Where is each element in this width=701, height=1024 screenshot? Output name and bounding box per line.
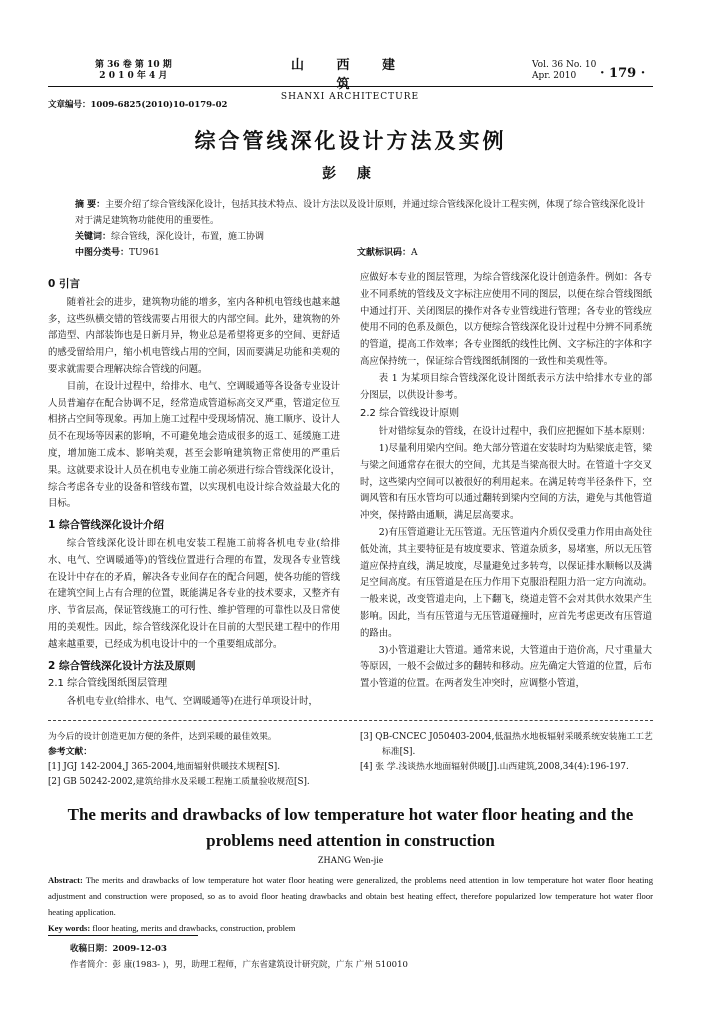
references-right <box>360 730 653 775</box>
reference-item: [4] 张 学.浅谈热水地面辐射供暖[J].山西建筑,2008,34(4):196-197. <box>360 762 629 772</box>
section-2-heading: 2 综合管线深化设计方法及原则 <box>48 659 196 672</box>
section-1-heading: 1 综合管线深化设计介绍 <box>48 519 164 532</box>
abstract-body <box>75 197 653 229</box>
reference-item: [2] GB 50242-2002,建筑给排水及采暖工程施工质量验收规范[S]. <box>48 777 310 787</box>
right-paragraph-1: 应做好本专业的图层管理，为综合管线深化设计创造条件。例如：各专业不同系统的管线及文字标注应使用不同的图层，以便在综合管线图纸中通过打开、关闭图层的操作对各专业管线进行管理；各专业的管线应使用不同的色系及颜色，以方便综合管线深化设计过程中分辨不同系统的管道，提高工作效率；各专业图纸的线性比例、文字标注的字体和字高应保持统一，保证综合管线图纸制图的一致性和美观性等。 <box>360 272 652 367</box>
footnote-rule <box>48 935 198 936</box>
body-column-left <box>48 272 340 711</box>
footnote <box>70 941 408 973</box>
section-1-paragraph-1: 综合管线深化设计即在机电安装工程施工前将各机电专业(给排水、电气、空调暖通等)的管线位置进行合理的布置，发现各专业管线在设计中存在的矛盾，解决各专业间存在的配合问题，使各功能的管线在建筑空间上占有合理的位置，既能满足各专业的技术要求，又整齐有序、节省层高，保证管线施工的可行性、维护管理的可靠性以及日常使用的美观性。因此，综合管线深化设计在目前的大型民建工程中的作用越来越重要，已经成为机电设计中的一个重要组成部分。 <box>48 537 340 650</box>
page-number: · 179 · <box>600 66 646 81</box>
english-abstract-body <box>48 872 653 920</box>
principle-1: 1)尽量利用梁内空间。绝大部分管道在安装时均为贴梁底走管，梁与梁之间通常存在很大的空间，尤其是当梁高很大时。在管道十字交叉时，这些梁内空间可以被很好的利用起来。在满足转弯半径条件下，空调风管和有压水管均可以通过翻转到梁内空间的方法，避免与其他管道冲突，保持路由通顺，满足层高要求。 <box>360 442 652 522</box>
classification-line <box>75 245 653 261</box>
english-author: ZHANG Wen-jie <box>317 856 384 866</box>
english-title: The merits and drawbacks of low temperature hot water floor heating and the problems need attention in construction <box>67 805 634 850</box>
header-rule <box>48 86 653 87</box>
right-paragraph-2: 表 1 为某项目综合管线深化设计图纸表示方法中给排水专业的部分图层，以供设计参考。 <box>360 372 652 401</box>
body-column-right <box>360 270 652 693</box>
principle-2: 2)有压管道避让无压管道。无压管道内介质仅受重力作用由高处往低处流，其主要特征是有坡度要求、管道杂质多，易堵塞，所以无压管道应保持直线，满足坡度，尽量避免过多转弯，以保证排水顺畅以及满足空间高度。有压管道是在压力作用下克服沿程阻力沿一定方向流动。一般来说，改变管道走向，上下翻飞，绕道走管不会对其供水效果产生影响。因此，当有压管道与无压管道碰撞时，应首先考虑更改有压管道的路由。 <box>360 526 652 639</box>
right-paragraph-3: 针对错综复杂的管线，在设计过程中，我们应把握如下基本原则： <box>378 426 651 438</box>
english-keywords-text: floor heating, merits and drawbacks, construction, problem <box>92 923 296 933</box>
abstract-cn <box>75 197 653 261</box>
vol-issue-cn: 第 36 卷 第 10 期 <box>95 60 172 70</box>
keywords-line <box>75 229 653 245</box>
date-cn: 2 0 1 0 年 4 月 <box>99 71 168 81</box>
keywords-text: 综合管线，深化设计，布置，施工协调 <box>111 232 265 242</box>
reference-item: [3] QB-CNCEC J050403-2004,低温热水地板辐射采暖系统安装施工工艺标准[S]. <box>360 732 653 757</box>
clc-label: 中图分类号： <box>75 248 130 258</box>
section-2-1-paragraph-1: 各机电专业(给排水、电气、空调暖通等)在进行单项设计时， <box>66 696 318 708</box>
author-bio: 作者简介：彭 康(1983- )，男，助理工程师，广东省建筑设计研究院，广东 广州 510010 <box>70 960 408 970</box>
journal-name <box>270 54 430 102</box>
article-title: 综合管线深化设计方法及实例 <box>194 129 507 153</box>
reference-item: [1] JGJ 142-2004,J 365-2004,地面辐射供暖技术规程[S]. <box>48 762 281 772</box>
journal-name-en: SHANXI ARCHITECTURE <box>280 92 420 102</box>
english-abstract-text: The merits and drawbacks of low temperature hot water floor heating were generalized, the problems need attention in low temperature hot water floor heating adjustment and construction were proposed, so as to avoid floor heating drawbacks and obtain best heating effect, therefore popularized low temperature hot water floor heating application. <box>48 875 653 917</box>
english-keywords-line <box>48 920 653 936</box>
article-id: 文章编号：1009-6825(2010)10-0179-02 <box>48 100 228 110</box>
abstract-text: 主要介绍了综合管线深化设计，包括其技术特点、设计方法以及设计原则，并通过综合管线深化设计工程实例，体现了综合管线深化设计对于满足建筑物功能使用的重要性。 <box>75 200 646 226</box>
english-keywords-label: Key words: <box>48 923 91 933</box>
references-label: 参考文献： <box>48 747 92 757</box>
keywords-label: 关键词： <box>75 232 112 242</box>
section-2-1-heading: 2.1 综合管线图纸图层管理 <box>48 678 168 690</box>
doc-code-label: 文献标识码： <box>357 248 412 258</box>
abstract-label: 摘 要： <box>75 200 106 210</box>
previous-article-tail: 为今后的设计创造更加方便的条件，达到采暖的最佳效果。 <box>48 732 277 742</box>
article-separator <box>48 720 653 721</box>
doc-code-value: A <box>411 248 418 258</box>
references-left <box>48 730 348 790</box>
doc-code <box>357 245 418 261</box>
section-0-heading: 0 引言 <box>48 278 80 290</box>
header-issue-en <box>532 60 596 82</box>
english-abstract <box>48 872 653 936</box>
journal-name-cn: 山 西 建 筑 <box>290 58 410 92</box>
article-author: 彭 康 <box>322 166 379 182</box>
english-abstract-label: Abstract: <box>48 875 83 885</box>
section-0-paragraph-1: 随着社会的进步，建筑物功能的增多，室内各种机电管线也越来越多，这些纵横交错的管线需要占用很大的内部空间。此外，建筑物的外部造型、内部装饰也是日新月异，物业总是希望将更多的空间、更舒适的感受留给用户，缩小机电管线占用的空间，因而要满足功能和美观的要求就需要合理解决综合管线的问题。 <box>48 296 340 375</box>
header-issue-cn <box>95 60 172 82</box>
section-0-paragraph-2: 目前，在设计过程中，给排水、电气、空调暖通等各设备专业设计人员普遍存在配合协调不足，经常造成管道标高交叉严重，管道定位互相挤占空间等现象。再加上施工过程中受现场情况、施工顺序、设计人员不在现场等因素的影响，不可避免地会造成很多的返工、延缓施工进度，增加施工成本、影响美观，甚至会影响建筑物正常使用的严重后果。这就要求设计人员在机电专业施工前必须进行综合管线深化设计，综合考虑各专业的设备和管线布置，以实现机电设计综合效益最大化的目标。 <box>48 380 340 510</box>
clc-code: TU961 <box>129 248 160 258</box>
received-date: 收稿日期：2009-12-03 <box>70 944 167 954</box>
section-2-2-heading: 2.2 综合管线设计原则 <box>360 408 460 420</box>
date-en: Apr. 2010 <box>532 71 577 81</box>
principle-3: 3)小管道避让大管道。通常来说，大管道由于造价高，尺寸重量大等原因，一般不会做过多的翻转和移动。应先确定大管道的位置，后布置小管道的位置。在两者发生冲突时，应调整小管道， <box>360 644 652 690</box>
vol-issue-en: Vol. 36 No. 10 <box>532 60 597 70</box>
